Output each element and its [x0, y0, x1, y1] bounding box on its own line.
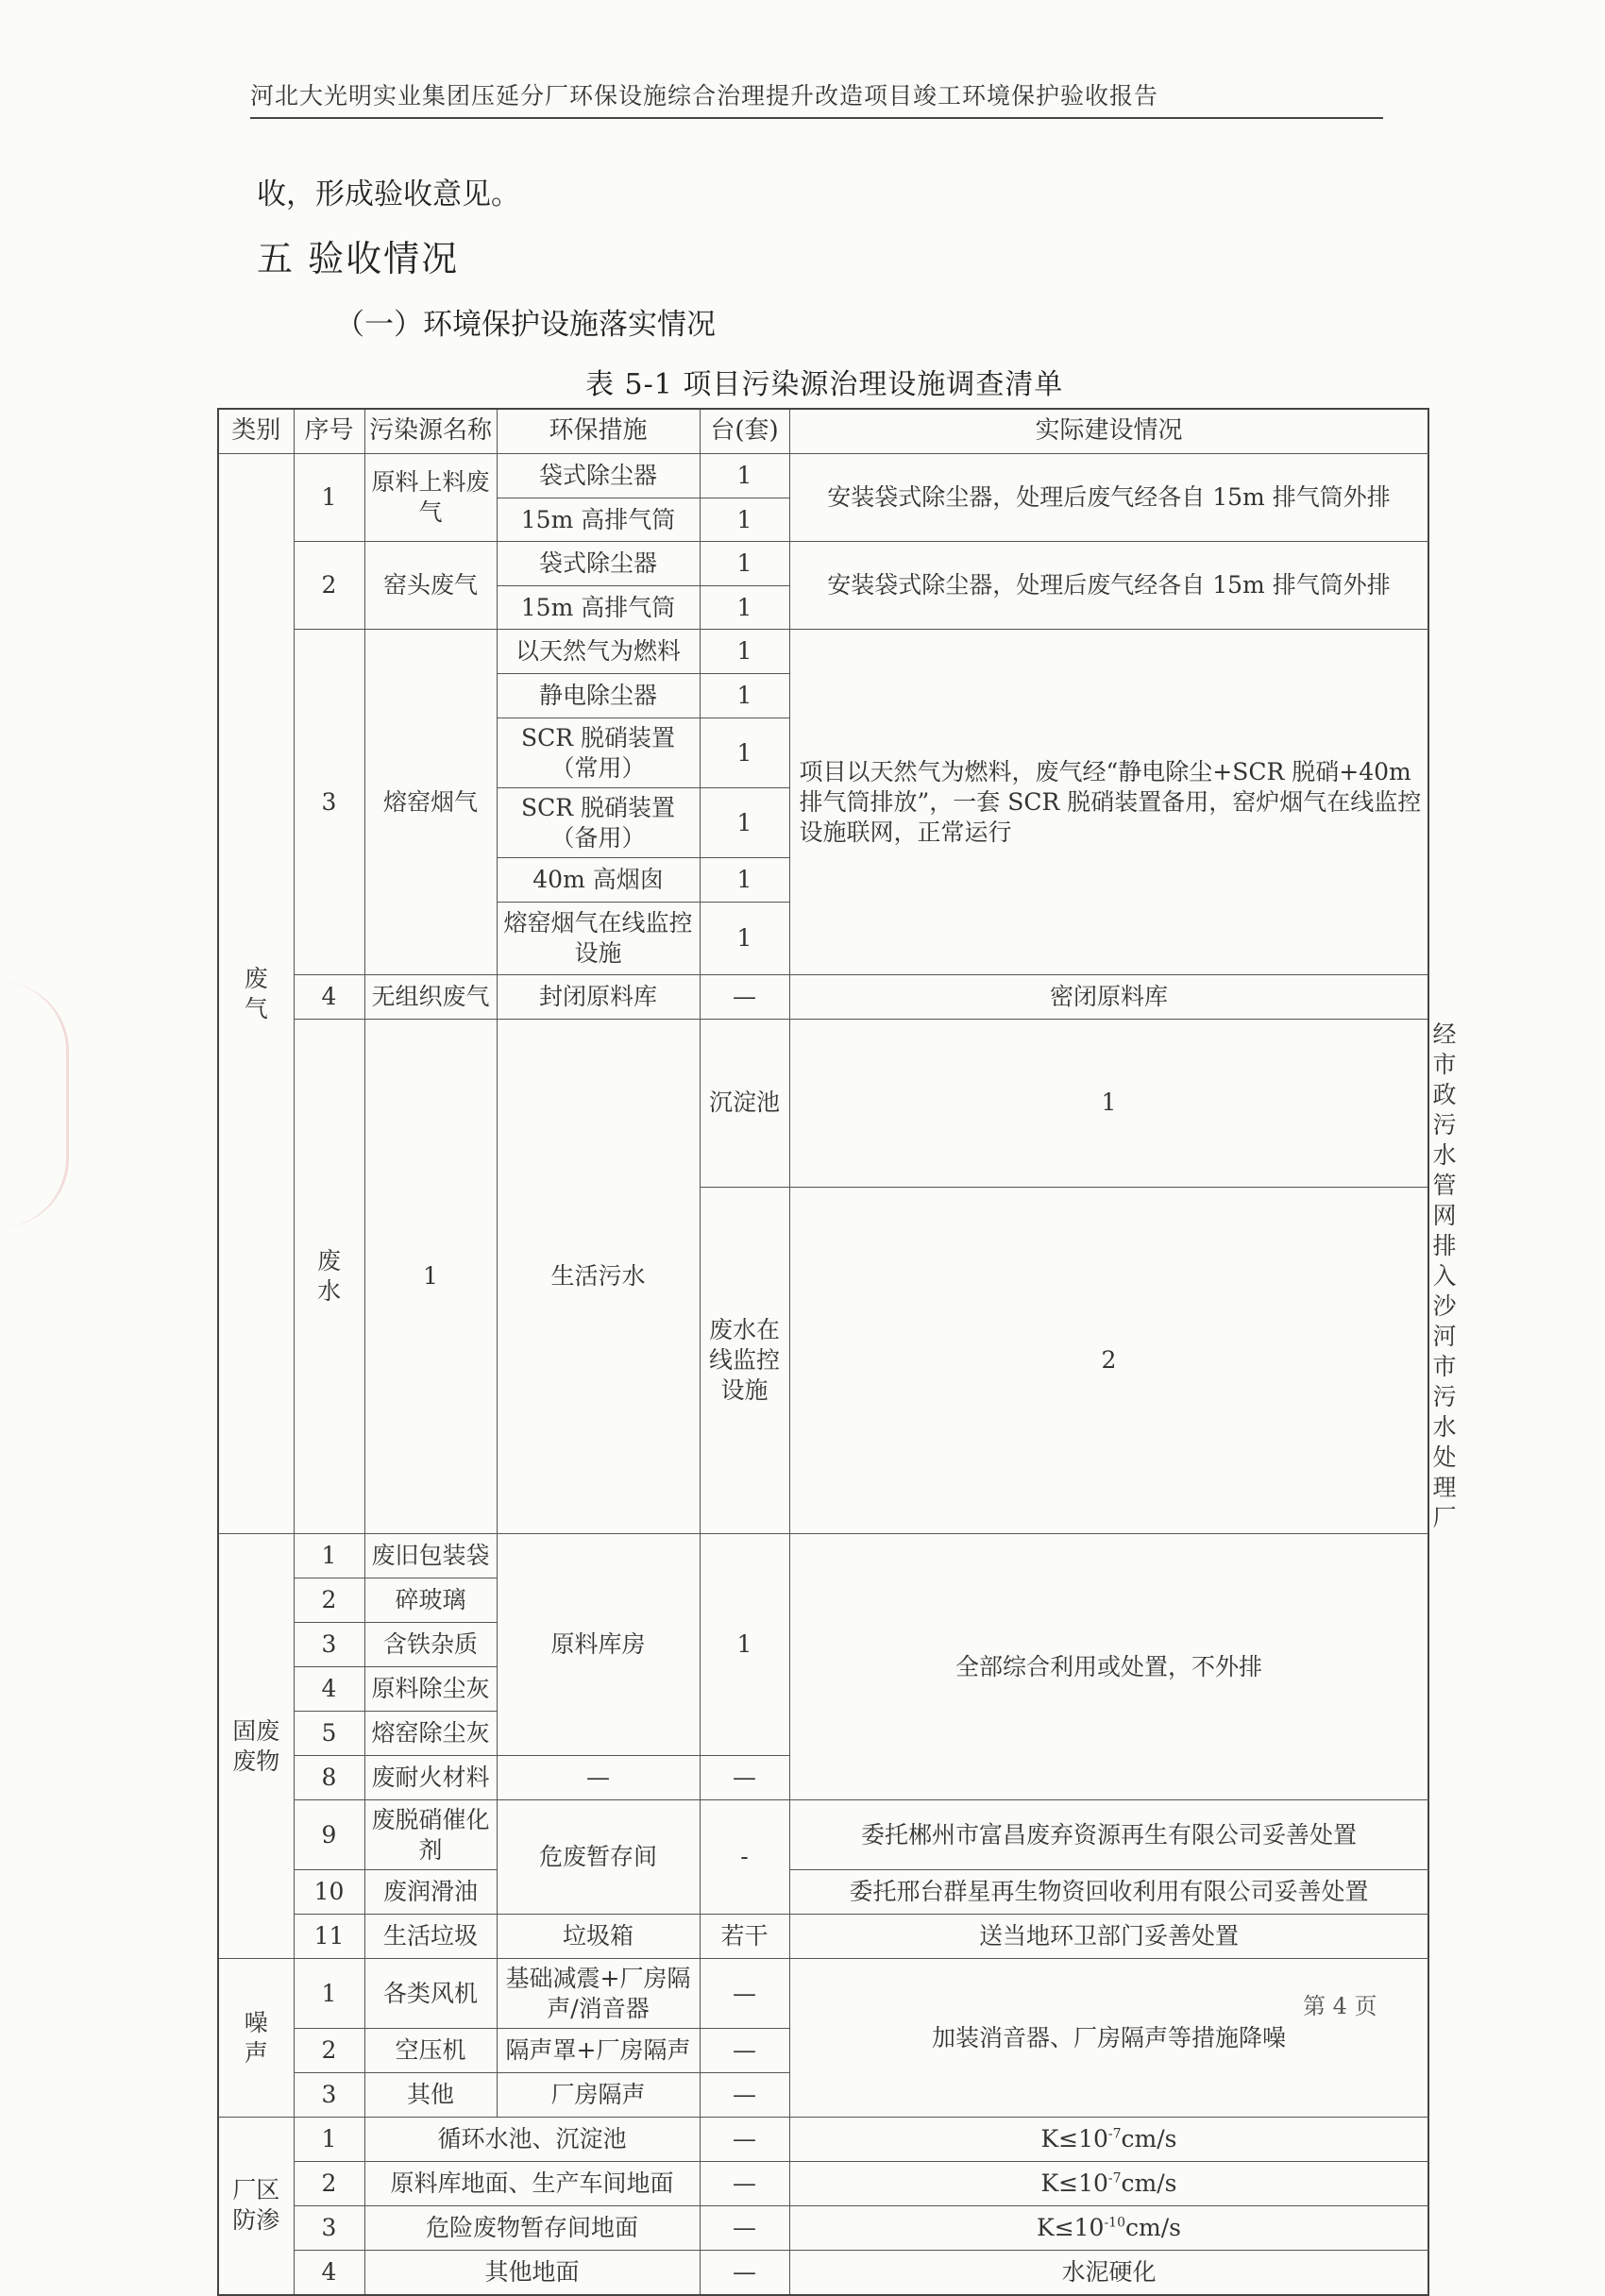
- measure: 袋式除尘器: [497, 454, 700, 498]
- measure: 基础减震+厂房隔声/消音器: [497, 1959, 700, 2029]
- quantity: —: [700, 2251, 789, 2295]
- table-row: [218, 1959, 1428, 2029]
- header-category: 类别: [218, 409, 294, 454]
- source-name: 废脱硝催化剂: [364, 1800, 497, 1870]
- source-name: 其他地面: [364, 2251, 700, 2295]
- k-exponent: -10: [1104, 2215, 1125, 2231]
- page-number: 第 4 页: [1303, 1993, 1377, 2019]
- actual-status: [789, 2206, 1428, 2251]
- table-row: 废 水 1 生活污水 沉淀池 1 经市政污水管网排入沙河市污水处理厂: [218, 1020, 1428, 1188]
- source-name: 窑头废气: [364, 542, 497, 630]
- table-caption: 表 5-1 项目污染源治理设施调查清单: [585, 368, 1064, 401]
- actual-status: 密闭原料库: [789, 975, 1428, 1020]
- category-noise: 噪 声: [218, 1959, 294, 2118]
- actual-status: 全部综合利用或处置，不外排: [789, 1534, 1428, 1800]
- quantity: 1: [700, 630, 789, 674]
- source-name: 生活污水: [497, 1020, 700, 1534]
- row-no: 3: [294, 630, 364, 975]
- quantity: —: [700, 2162, 789, 2206]
- row-no: 2: [294, 2162, 364, 2206]
- table-header-row: [218, 409, 1428, 454]
- measure: 熔窑烟气在线监控设施: [497, 903, 700, 975]
- row-no: 2: [294, 542, 364, 630]
- actual-status: [789, 2162, 1428, 2206]
- row-no: 3: [294, 1623, 364, 1667]
- pollution-table-wrapper: [217, 408, 1457, 2296]
- category-waste-water: 废 水: [294, 1020, 364, 1534]
- source-name: 原料库地面、生产车间地面: [364, 2162, 700, 2206]
- row-no: 4: [294, 975, 364, 1020]
- measure: 隔声罩+厂房隔声: [497, 2029, 700, 2073]
- measure: 危废暂存间: [497, 1800, 700, 1915]
- actual-status: 安装袋式除尘器，处理后废气经各自 15m 排气筒外排: [789, 454, 1428, 542]
- source-name: 废旧包装袋: [364, 1534, 497, 1578]
- header-source: 污染源名称: [364, 409, 497, 454]
- quantity: 1: [700, 498, 789, 542]
- header-actual: 实际建设情况: [789, 409, 1428, 454]
- quantity: 1: [700, 542, 789, 586]
- quantity: 1: [700, 454, 789, 498]
- measure: 厂房隔声: [497, 2073, 700, 2118]
- k-unit: cm/s: [1125, 2214, 1181, 2241]
- actual-status: 委托邢台群星再生物资回收利用有限公司妥善处置: [789, 1870, 1428, 1915]
- source-name: 原料除尘灰: [364, 1667, 497, 1712]
- actual-status: 水泥硬化: [789, 2251, 1428, 2295]
- table-row: [218, 2162, 1428, 2206]
- actual-status: 委托郴州市富昌废弃资源再生有限公司妥善处置: [789, 1800, 1428, 1870]
- quantity: 1: [700, 718, 789, 788]
- k-unit: cm/s: [1121, 2125, 1177, 2152]
- category-solid-waste: 固废 废物: [218, 1534, 294, 1959]
- table-row: [218, 542, 1428, 586]
- source-name: 危险废物暂存间地面: [364, 2206, 700, 2251]
- source-name: 其他: [364, 2073, 497, 2118]
- pollution-source-table: [217, 408, 1457, 2296]
- table-row: [218, 2118, 1428, 2162]
- row-no: 3: [294, 2073, 364, 2118]
- actual-status: 项目以天然气为燃料，废气经“静电除尘+SCR 脱硝+40m 排气筒排放”，一套 SCR 脱硝装置备用，窑炉烟气在线监控设施联网，正常运行: [789, 630, 1428, 975]
- table-row: [218, 454, 1428, 498]
- row-no: 4: [294, 2251, 364, 2295]
- actual-status: 加装消音器、厂房隔声等措施降噪: [789, 1959, 1428, 2118]
- measure: 原料库房: [497, 1534, 700, 1756]
- k-unit: cm/s: [1121, 2169, 1177, 2197]
- k-value: K≤10: [1040, 2169, 1108, 2197]
- row-no: 8: [294, 1756, 364, 1800]
- row-no: 5: [294, 1712, 364, 1756]
- row-no: 10: [294, 1870, 364, 1915]
- k-value: K≤10: [1040, 2125, 1108, 2152]
- table-row: [218, 1800, 1428, 1870]
- measure: 15m 高排气筒: [497, 498, 700, 542]
- source-name: 含铁杂质: [364, 1623, 497, 1667]
- row-no: 1: [364, 1020, 497, 1534]
- page-header: 河北大光明实业集团压延分厂环保设施综合治理提升改造项目竣工环境保护验收报告: [250, 77, 1383, 119]
- source-name: 生活垃圾: [364, 1915, 497, 1959]
- quantity: -: [700, 1800, 789, 1915]
- category-seepage: 厂区 防渗: [218, 2118, 294, 2295]
- quantity: —: [700, 975, 789, 1020]
- table-row: [218, 2206, 1428, 2251]
- measure: —: [497, 1756, 700, 1800]
- table-row: [218, 975, 1428, 1020]
- source-name: 无组织废气: [364, 975, 497, 1020]
- measure: 以天然气为燃料: [497, 630, 700, 674]
- header-measure: 环保措施: [497, 409, 700, 454]
- row-no: 3: [294, 2206, 364, 2251]
- actual-status: [789, 2118, 1428, 2162]
- source-name: 废耐火材料: [364, 1756, 497, 1800]
- k-value: K≤10: [1037, 2214, 1105, 2241]
- row-no: 4: [294, 1667, 364, 1712]
- k-exponent: -7: [1107, 2126, 1122, 2142]
- quantity: —: [700, 2206, 789, 2251]
- section-title: 五 验收情况: [257, 238, 460, 279]
- quantity: 若干: [700, 1915, 789, 1959]
- quantity: 1: [700, 1534, 789, 1756]
- source-name: 熔窑除尘灰: [364, 1712, 497, 1756]
- quantity: 1: [700, 858, 789, 903]
- actual-status: 送当地环卫部门妥善处置: [789, 1915, 1428, 1959]
- table-row: [218, 1534, 1428, 1578]
- sub-section-title: （一）环境保护设施落实情况: [335, 308, 716, 342]
- table-row: [218, 630, 1428, 674]
- quantity: 1: [789, 1020, 1428, 1188]
- row-no: 2: [294, 1578, 364, 1623]
- source-name: 碎玻璃: [364, 1578, 497, 1623]
- quantity: —: [700, 1756, 789, 1800]
- row-no: 11: [294, 1915, 364, 1959]
- k-exponent: -7: [1107, 2170, 1122, 2186]
- source-name: 废润滑油: [364, 1870, 497, 1915]
- row-no: 9: [294, 1800, 364, 1870]
- table-row: [218, 2251, 1428, 2295]
- measure: 沉淀池: [700, 1020, 789, 1188]
- source-name: 循环水池、沉淀池: [364, 2118, 700, 2162]
- measure: SCR 脱硝装置（备用）: [497, 788, 700, 858]
- measure: 封闭原料库: [497, 975, 700, 1020]
- row-no: 1: [294, 2118, 364, 2162]
- row-no: 1: [294, 454, 364, 542]
- quantity: —: [700, 2073, 789, 2118]
- stamp-mark: [0, 982, 69, 1227]
- quantity: 1: [700, 788, 789, 858]
- quantity: —: [700, 2118, 789, 2162]
- source-name: 原料上料废气: [364, 454, 497, 542]
- quantity: —: [700, 1959, 789, 2029]
- measure: 15m 高排气筒: [497, 586, 700, 630]
- row-no: 1: [294, 1959, 364, 2029]
- table-row: [218, 1870, 1428, 1915]
- source-name: 空压机: [364, 2029, 497, 2073]
- intro-text: 收，形成验收意见。: [257, 177, 520, 211]
- header-quantity: 台(套): [700, 409, 789, 454]
- row-no: 1: [294, 1534, 364, 1578]
- quantity: —: [700, 2029, 789, 2073]
- source-name: 各类风机: [364, 1959, 497, 2029]
- measure: SCR 脱硝装置（常用）: [497, 718, 700, 788]
- source-name: 熔窑烟气: [364, 630, 497, 975]
- measure: 袋式除尘器: [497, 542, 700, 586]
- measure: 废水在线监控设施: [700, 1187, 789, 1533]
- row-no: 2: [294, 2029, 364, 2073]
- actual-status: 安装袋式除尘器，处理后废气经各自 15m 排气筒外排: [789, 542, 1428, 630]
- measure: 垃圾箱: [497, 1915, 700, 1959]
- quantity: 2: [789, 1187, 1428, 1533]
- measure: 静电除尘器: [497, 674, 700, 718]
- table-row: [218, 1915, 1428, 1959]
- quantity: 1: [700, 674, 789, 718]
- quantity: 1: [700, 903, 789, 975]
- measure: 40m 高烟囱: [497, 858, 700, 903]
- header-no: 序号: [294, 409, 364, 454]
- quantity: 1: [700, 586, 789, 630]
- category-waste-gas: 废 气: [218, 454, 294, 1534]
